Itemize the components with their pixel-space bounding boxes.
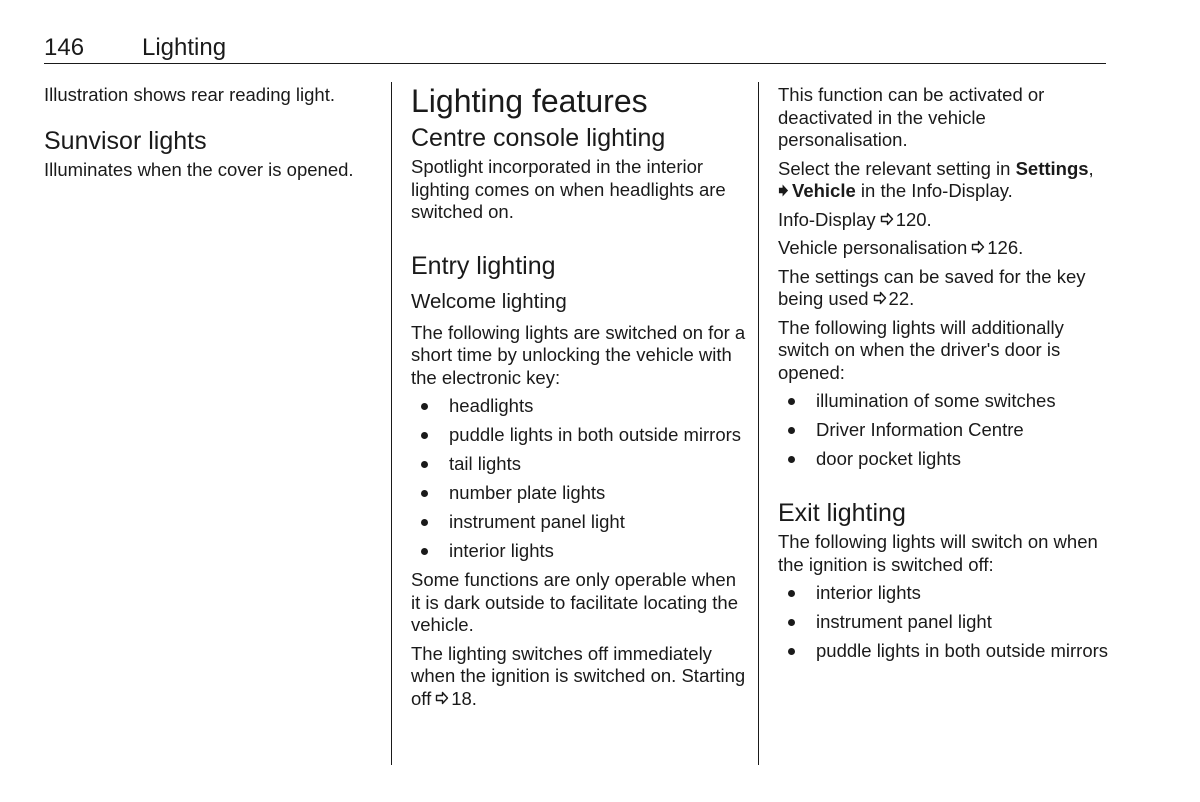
info-display-ref-paragraph: Info-Display 120. — [778, 208, 932, 230]
centre-console-heading: Centre console lighting — [411, 124, 666, 152]
bullet-icon — [788, 398, 795, 405]
select-setting-paragraph: Select the relevant setting in Settings, Vehicle in the Info-Display. — [778, 157, 1094, 201]
sunvisor-text: Illuminates when the cover is opened. — [44, 158, 354, 180]
bullet-icon — [421, 519, 428, 526]
bullet-icon — [421, 403, 428, 410]
list-item: Driver Information Centre — [778, 419, 1114, 442]
bullet-icon — [421, 490, 428, 497]
welcome-intro-text: The following lights are switched on for a short time by unlocking the vehicle with the electronic key: — [411, 321, 746, 388]
column-2 — [411, 84, 747, 716]
list-item: headlights — [411, 395, 747, 418]
reference-arrow-icon — [880, 212, 894, 226]
menu-arrow-icon — [778, 184, 789, 197]
welcome-lighting-heading: Welcome lighting — [411, 289, 567, 313]
list-item: puddle lights in both outside mirrors — [411, 424, 747, 447]
bullet-icon — [421, 432, 428, 439]
dark-condition-text: Some functions are only operable when it is dark outside to facilitate locating the vehicle. — [411, 569, 739, 635]
column-1 — [44, 84, 380, 187]
centre-console-text: Spotlight incorporated in the interior lighting comes on when headlights are switched on. — [411, 156, 726, 222]
welcome-lights-list — [411, 395, 747, 563]
vehicle-label: Vehicle — [792, 180, 856, 201]
bullet-icon — [421, 548, 428, 555]
page-number: 146 — [44, 34, 85, 61]
column-divider-2 — [758, 82, 759, 765]
settings-label: Settings — [1015, 157, 1089, 179]
column-divider-1 — [391, 82, 392, 765]
column-3 — [778, 84, 1114, 669]
exit-lights-list — [778, 582, 1114, 663]
entry-lighting-heading: Entry lighting — [411, 251, 556, 280]
bullet-icon — [421, 461, 428, 468]
switch-off-text: The lighting switches off immediately when the ignition is switched on. Starting off — [411, 642, 746, 709]
list-item: instrument panel light — [778, 611, 1114, 634]
list-item: number plate lights — [411, 482, 747, 505]
info-display-ref[interactable]: 120. — [895, 208, 932, 230]
bullet-icon — [788, 619, 795, 626]
sunvisor-heading: Sunvisor lights — [44, 126, 207, 155]
exit-intro-text: The following lights will switch on when the ignition is switched off: — [778, 531, 1098, 575]
exit-lighting-heading: Exit lighting — [778, 499, 906, 527]
section-title: Lighting features — [411, 83, 648, 119]
illustration-caption: Illustration shows rear reading light. — [44, 84, 336, 105]
list-item: puddle lights in both outside mirrors — [778, 640, 1114, 663]
saved-ref[interactable]: 22. — [888, 288, 915, 309]
reference-arrow-icon — [873, 291, 887, 305]
bullet-icon — [788, 648, 795, 655]
activation-text: This function can be activated or deactivated in the vehicle personalisation. — [778, 84, 1045, 150]
list-item: interior lights — [778, 582, 1114, 605]
list-item: interior lights — [411, 540, 747, 563]
bullet-icon — [788, 590, 795, 597]
starting-off-ref[interactable]: 18. — [451, 687, 477, 709]
personalisation-ref[interactable]: 126. — [987, 237, 1024, 258]
reference-arrow-icon — [435, 691, 449, 705]
header-rule — [44, 63, 1106, 64]
door-lights-list — [778, 390, 1114, 471]
personalisation-ref-paragraph: Vehicle personalisation 126. — [778, 237, 1024, 258]
list-item: tail lights — [411, 453, 747, 476]
list-item: instrument panel light — [411, 511, 747, 534]
page-header — [44, 34, 1106, 62]
list-item: illumination of some switches — [778, 390, 1114, 413]
list-item: door pocket lights — [778, 448, 1114, 471]
chapter-title: Lighting — [142, 34, 227, 61]
reference-arrow-icon — [971, 240, 985, 254]
bullet-icon — [788, 427, 795, 434]
saved-settings-paragraph: The settings can be saved for the key being used 22. — [778, 265, 1086, 309]
switch-off-paragraph — [411, 643, 747, 711]
door-intro-text: The following lights will additionally switch on when the driver's door is opened: — [778, 316, 1064, 383]
bullet-icon — [788, 456, 795, 463]
